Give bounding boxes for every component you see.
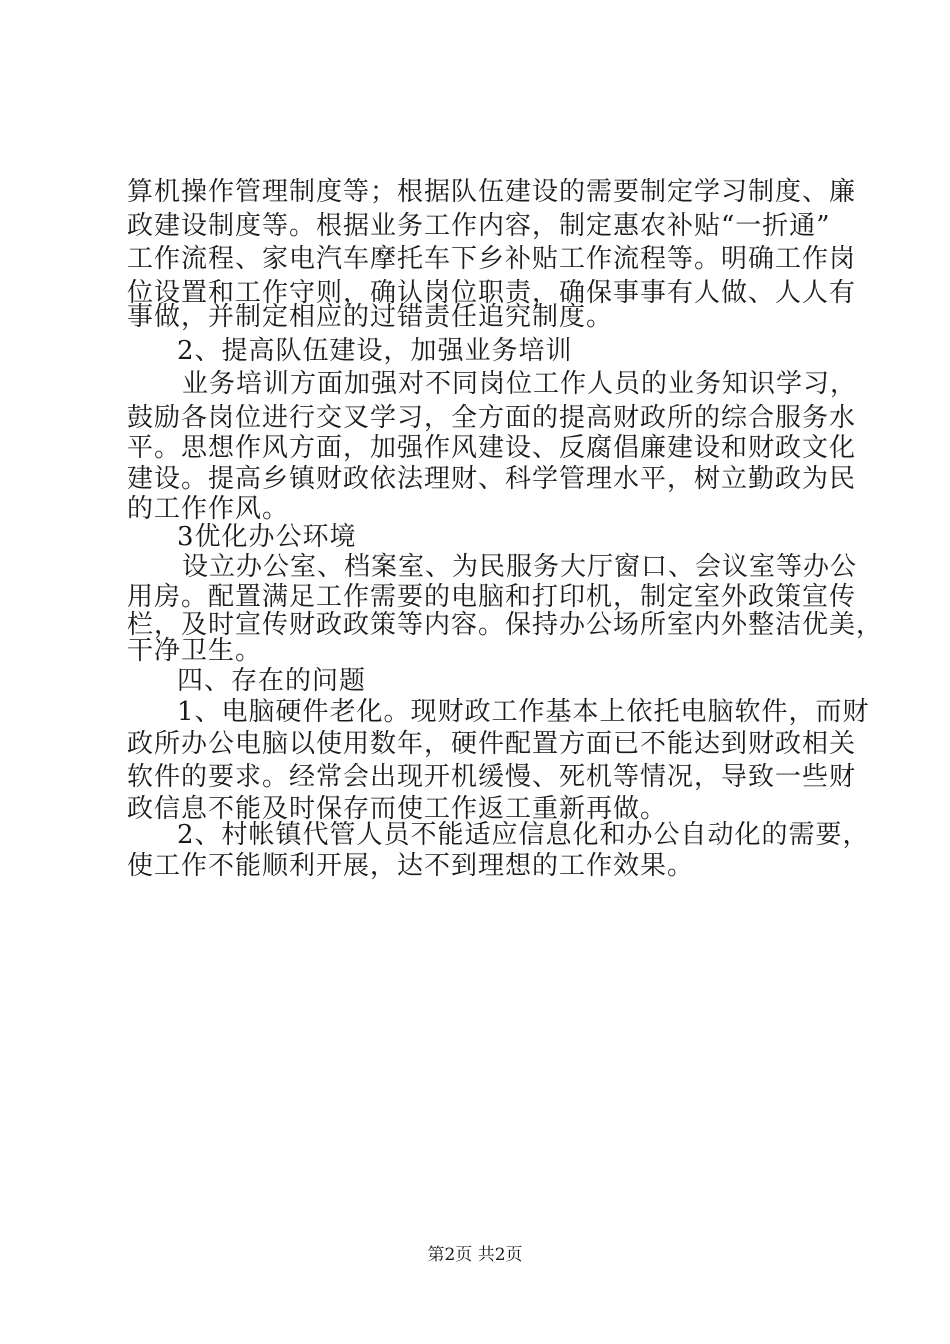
body-line: 用房。配置满足工作需要的电脑和打印机，制定室外政策宣传 [127, 582, 857, 612]
body-line: 2、村帐镇代管人员不能适应信息化和办公自动化的需要， [177, 820, 870, 850]
body-line: 栏，及时宣传财政政策等内容。保持办公场所室内外整洁优美， [127, 610, 884, 640]
section-heading: 3优化办公环境 [177, 522, 357, 552]
body-line: 鼓励各岗位进行交叉学习，全方面的提高财政所的综合服务水 [127, 403, 857, 433]
body-line: 算机操作管理制度等；根据队伍建设的需要制定学习制度、廉 [127, 177, 857, 207]
body-line: 的工作作风。 [127, 494, 290, 524]
section-heading: 四、存在的问题 [177, 666, 367, 696]
body-line: 工作流程、家电汽车摩托车下乡补贴工作流程等。明确工作岗 [127, 244, 857, 274]
body-line: 设立办公室、档案室、为民服务大厅窗口、会议室等办公 [182, 552, 858, 582]
body-line: 1、电脑硬件老化。现财政工作基本上依托电脑软件，而财 [177, 697, 870, 727]
body-line: 干净卫生。 [127, 636, 263, 666]
body-line: 业务培训方面加强对不同岗位工作人员的业务知识学习， [182, 369, 858, 399]
section-heading: 2、提高队伍建设，加强业务培训 [177, 336, 573, 366]
body-line: 平。思想作风方面，加强作风建设、反腐倡廉建设和财政文化 [127, 433, 857, 463]
body-line: 软件的要求。经常会出现开机缓慢、死机等情况，导致一些财 [127, 762, 857, 792]
body-line: 事做，并制定相应的过错责任追究制度。 [127, 302, 614, 332]
page-number-footer: 第2页 共2页 [427, 1245, 523, 1265]
body-line: 建设。提高乡镇财政依法理财、科学管理水平，树立勤政为民 [127, 464, 857, 494]
body-line: 政所办公电脑以使用数年，硬件配置方面已不能达到财政相关 [127, 729, 857, 759]
body-line: 使工作不能顺利开展，达不到理想的工作效果。 [127, 851, 695, 881]
body-line: 政信息不能及时保存而使工作返工重新再做。 [127, 794, 668, 824]
body-line: 政建设制度等。根据业务工作内容，制定惠农补贴“一折通” [127, 211, 831, 241]
body-line: 位设置和工作守则，确认岗位职责，确保事事有人做、人人有 [127, 278, 857, 308]
